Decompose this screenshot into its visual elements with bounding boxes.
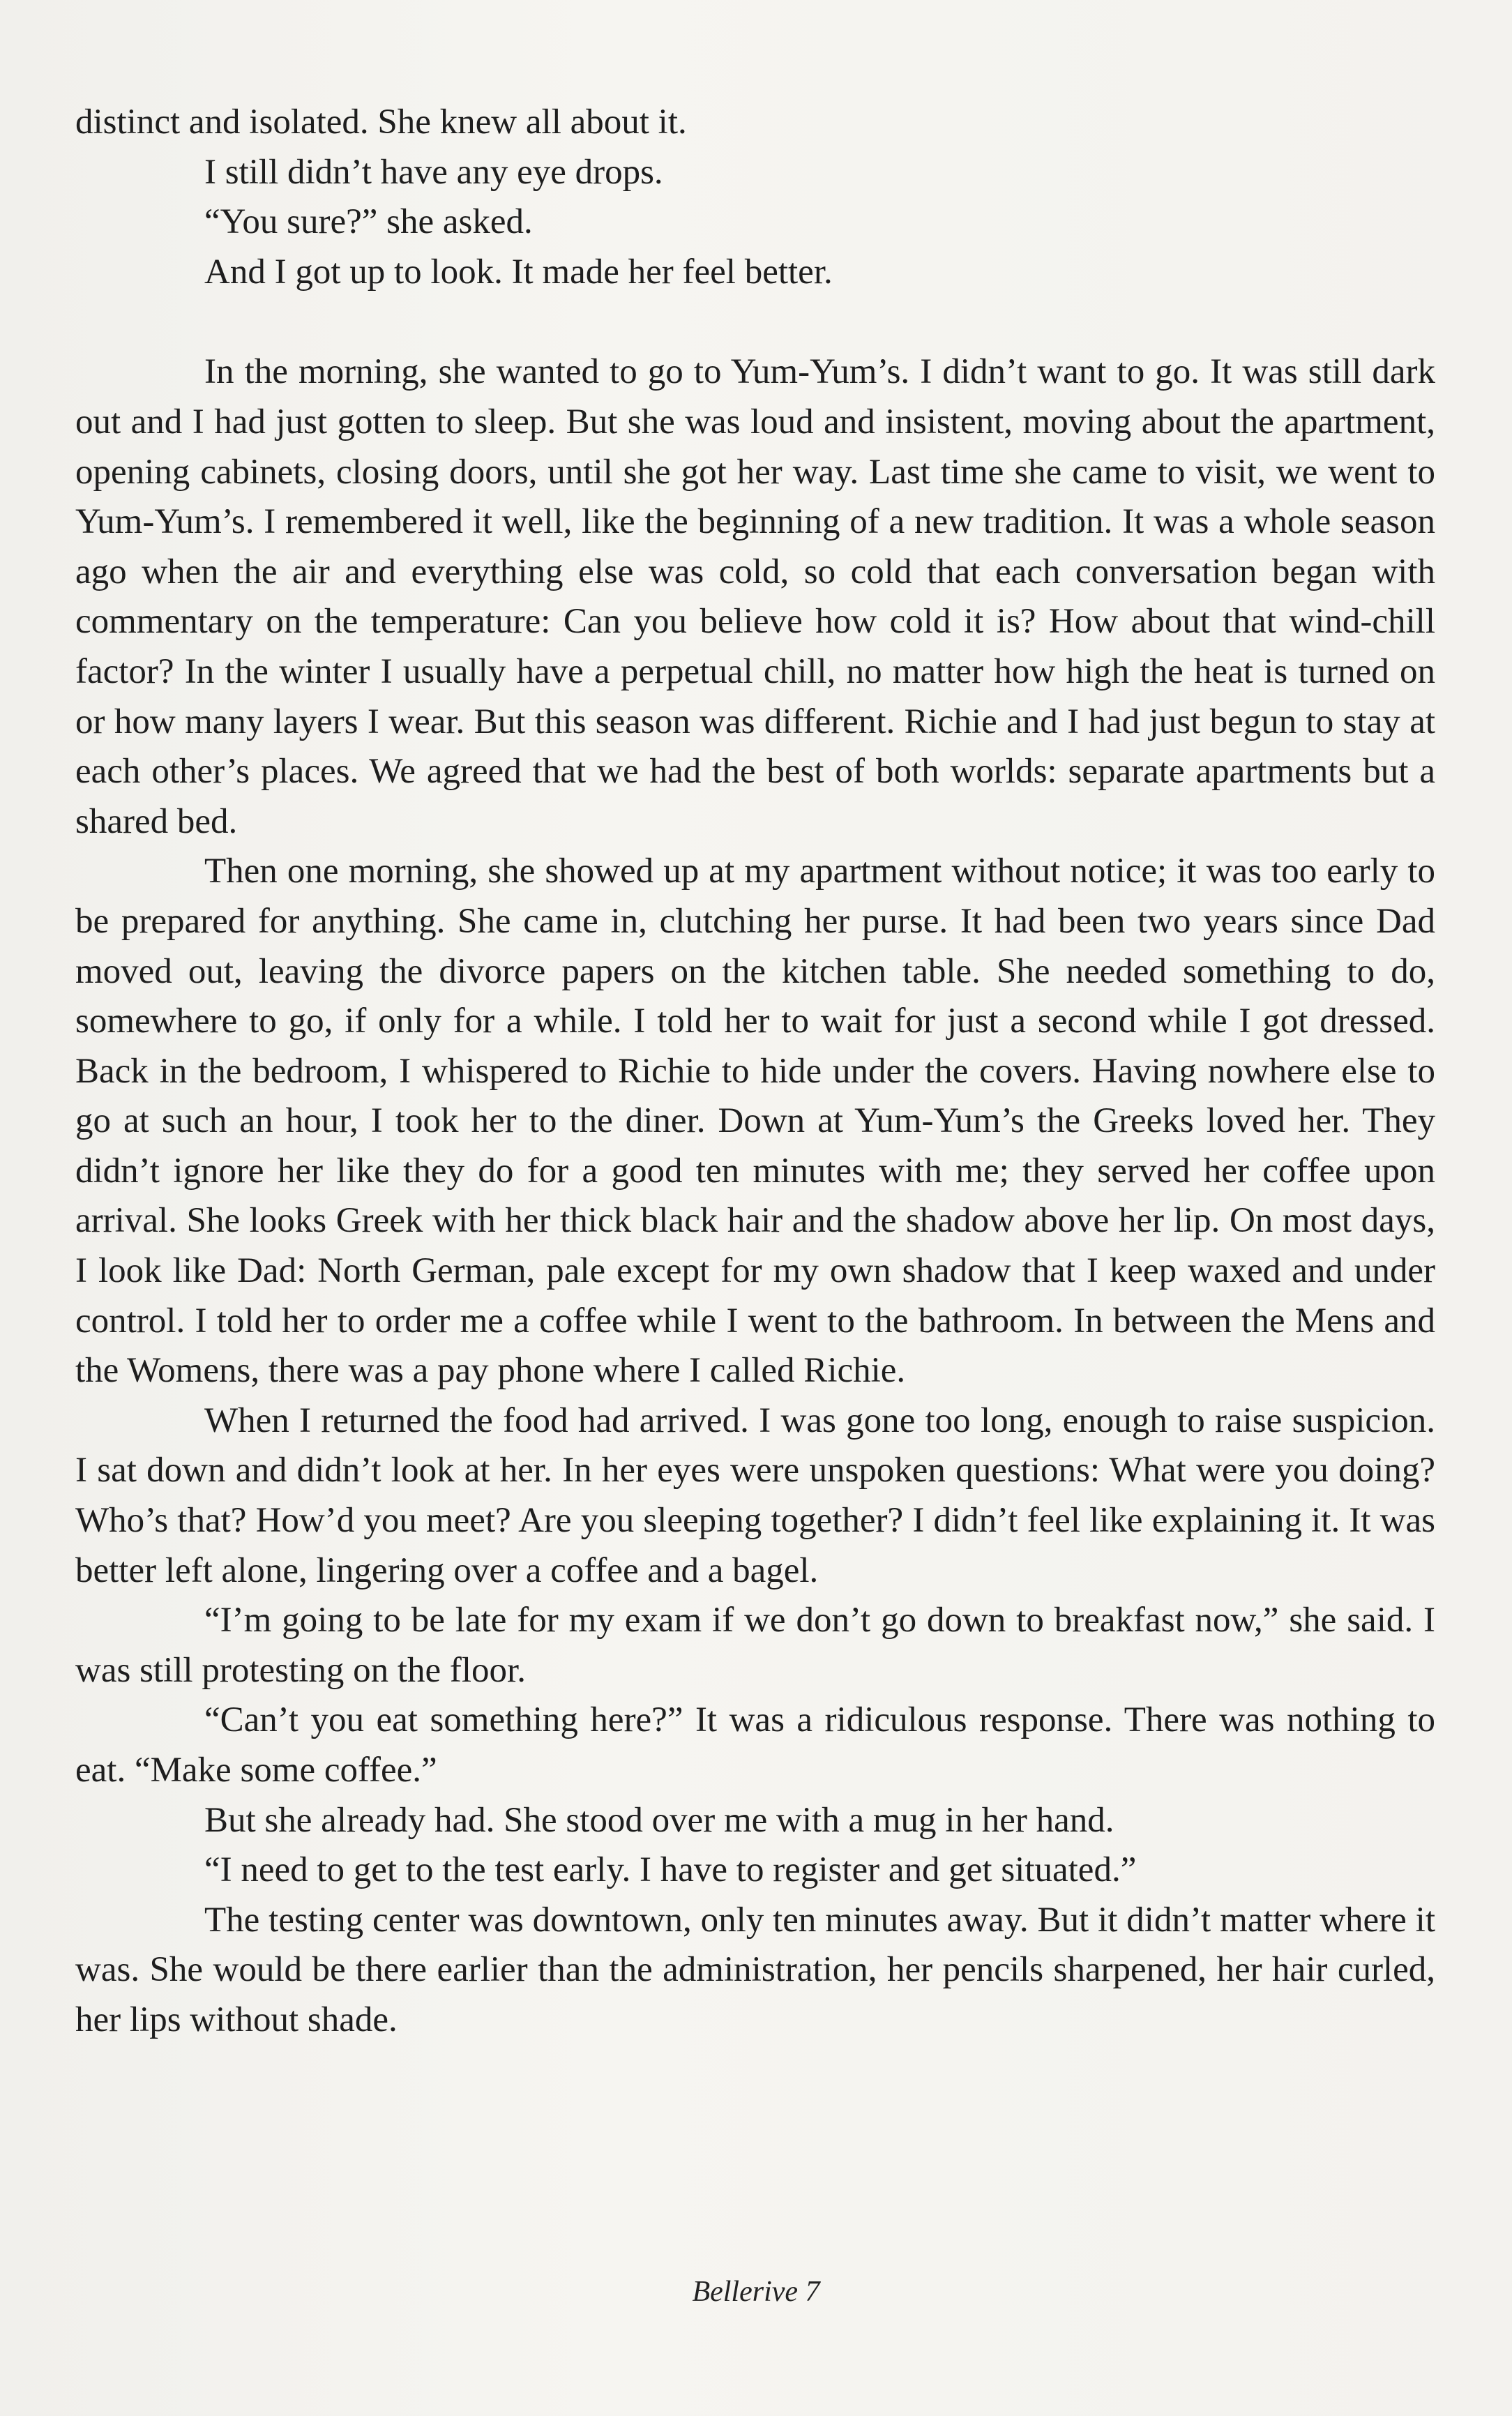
paragraph: “Can’t you eat something here?” It was a ridiculous response. There was nothing to eat. “Make some coffee.” [75, 1700, 1435, 1790]
paragraph: When I returned the food had arrived. I was gone too long, enough to raise suspicion. I sat down and didn’t look at her. In her eyes were unspoken questions: What were you doing? Who’s that? How’d you meet? Are you sleeping together? I didn’t feel like explaining it. It was better left alone, lingering over a coffee and a bagel. [75, 1400, 1435, 1590]
paragraph: “I need to get to the test early. I have to register and get situated.” [204, 1850, 1137, 1890]
paragraph: distinct and isolated. She knew all about it. [75, 103, 687, 142]
page-footer: Bellerive 7 [692, 2276, 820, 2308]
paragraph: In the morning, she wanted to go to Yum-Yum’s. I didn’t want to go. It was still dark out and I had just gotten to sleep. But she was loud and insistent, moving about the apartment, opening cabinets, closing doors, until she got her way. Last time she came to visit, we went to Yum-Yum’s. I remembered it well, like the beginning of a new tradition. It was a whole season ago when the air and everything else was cold, so cold that each conversation began with commentary on the temperature: Can you believe how cold it is? How about that wind-chill factor? In the winter I usually have a perpetual chill, no matter how high the heat is turned on or how many layers I wear. But this season was different. Richie and I had just begun to stay at each other’s places. We agreed that we had the best of both worlds: separate apartments but a shared bed. [75, 352, 1435, 841]
paragraph: But she already had. She stood over me with a mug in her hand. [204, 1800, 1114, 1840]
paragraph: I still didn’t have any eye drops. [204, 152, 663, 192]
body-text [75, 98, 1435, 2046]
paragraph: Then one morning, she showed up at my apartment without notice; it was too early to be prepared for anything. She came in, clutching her purse. It had been two years since Dad moved out, leaving the divorce papers on the kitchen table. She needed something to do, somewhere to go, if only for a while. I told her to wait for just a second while I got dressed. Back in the bedroom, I whispered to Richie to hide under the covers. Having nowhere else to go at such an hour, I took her to the diner. Down at Yum-Yum’s the Greeks loved her. They didn’t ignore her like they do for a good ten minutes with me; they served her coffee upon arrival. She looks Greek with her thick black hair and the shadow above her lip. On most days, I look like Dad: North German, pale except for my own shadow that I keep waxed and under control. I told her to order me a coffee while I went to the bathroom. In between the Mens and the Womens, there was a pay phone where I called Richie. [75, 852, 1435, 1391]
paragraph: The testing center was downtown, only ten minutes away. But it didn’t matter where it was. She would be there earlier than the administration, her pencils sharpened, her hair curled, her lips without shade. [75, 1900, 1435, 2039]
paragraph: And I got up to look. It made her feel better. [204, 252, 833, 292]
section-break [75, 297, 1435, 347]
paragraph: “I’m going to be late for my exam if we don’t go down to breakfast now,” she said. I was still protesting on the floor. [75, 1601, 1435, 1690]
paragraph: “You sure?” she asked. [204, 202, 533, 242]
